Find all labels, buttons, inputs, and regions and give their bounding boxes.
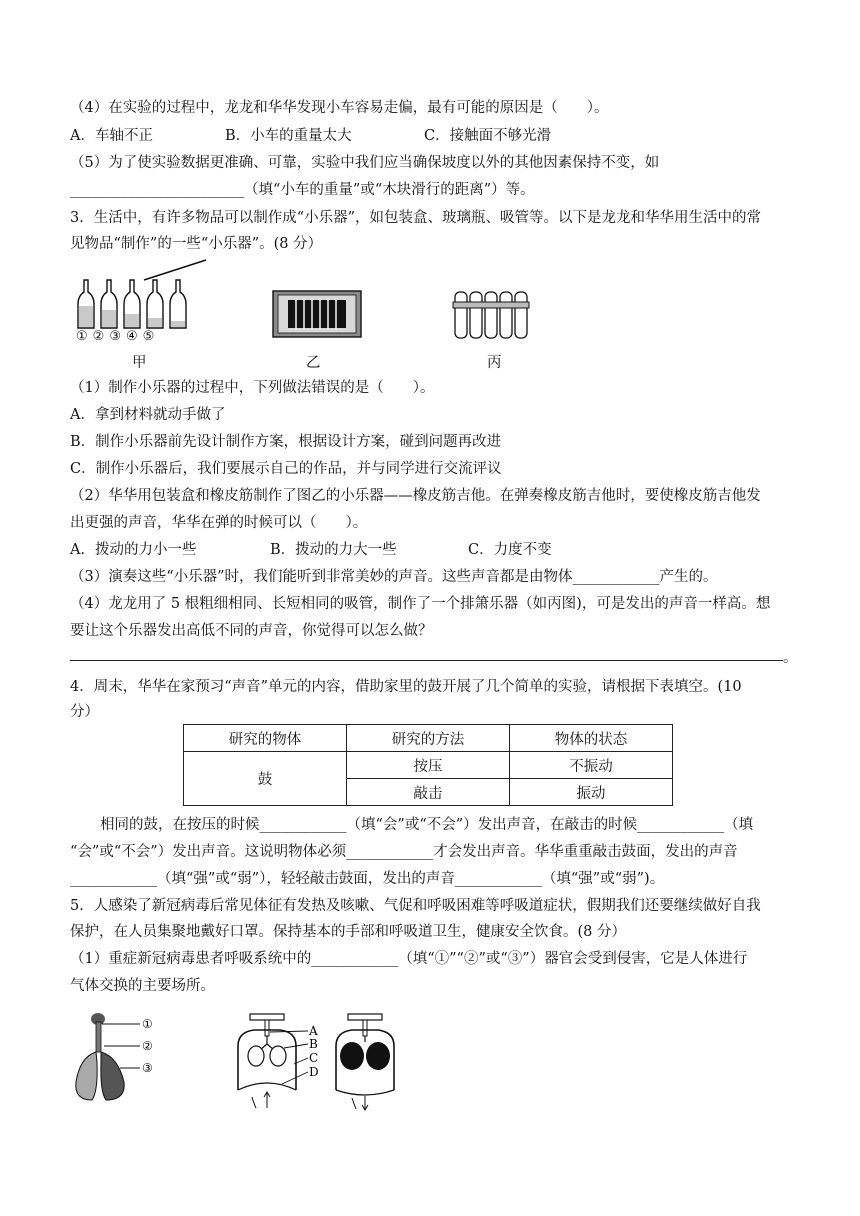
figure-bell-jar-model-exhale: [330, 1012, 410, 1112]
q3-stem-line1: 3．生活中，有许多物品可以制作成“小乐器”，如包装盒、玻璃瓶、吸管等。以下是龙龙和华华用生活中的常: [70, 210, 762, 226]
q5-part1-line1: （1）重症新冠病毒患者呼吸系统中的____________（填“①”“②”或“③”）器官会受到侵害，它是人体进行: [70, 951, 748, 967]
q5-stem-line1: 5．人感染了新冠病毒后常见体征有发热及咳嗽、气促和呼吸困难等呼吸道症状，假期我们还要继续做好自我: [70, 898, 761, 914]
q2-part4-option-b: B．小车的重量太大: [225, 128, 352, 144]
bottle-number-3: ③: [109, 329, 126, 344]
q2-part5-line2: ________________________（填“小车的重量”或“木块滑行的距离”）等。: [70, 182, 535, 198]
figure-label-jia: 甲: [132, 355, 147, 371]
q4-fill-line3: ____________（填“强”或“弱”），轻轻敲击鼓面，发出的声音____________（填“强”或“弱”)。: [70, 871, 665, 887]
bottle-number-4: ④: [125, 329, 143, 344]
table-header-method: 研究的方法: [347, 725, 510, 752]
q3-part4-line1: （4）龙龙用了 5 根粗细相同、长短相同的吸管，制作了一个排箫乐器（如丙图)，可是发出的声音一样高。想: [70, 596, 771, 612]
q3-part1-text: （1）制作小乐器的过程中，下列做法错误的是（ ）。: [70, 380, 435, 396]
figure-label-yi: 乙: [306, 355, 321, 371]
lung-label-1: ①: [142, 1017, 153, 1031]
bottle-number-5: ⑤: [142, 329, 160, 344]
table-header-row: [184, 725, 673, 752]
model-label-b: B: [309, 1037, 318, 1051]
q3-part2-option-c: C．力度不变: [468, 542, 552, 558]
q2-part4-text: （4）在实验的过程中，龙龙和华华发现小车容易走偏，最有可能的原因是（ ）。: [70, 100, 609, 116]
q2-part5-line1: （5）为了使实验数据更准确、可靠，实验中我们应当确保坡度以外的其他因素保持不变，如: [70, 155, 660, 171]
figure-straw-pan-flute: [453, 290, 531, 340]
q2-part4-option-c: C．接触面不够光滑: [424, 128, 552, 144]
table-cell-method: 按压: [347, 752, 510, 779]
table-cell-state: 振动: [510, 779, 673, 806]
q3-part1-option-b: B．制作小乐器前先设计制作方案，根据设计方案，碰到问题再改进: [70, 434, 502, 450]
q3-part2-line1: （2）华华用包装盒和橡皮筋制作了图乙的小乐器——橡皮筋吉他。在弹奏橡皮筋吉他时，要使橡皮筋吉他发: [70, 488, 761, 504]
q4-stem-line2: 分）: [70, 704, 99, 720]
q2-part4-option-a: A．车轴不正: [70, 128, 153, 144]
q3-part4-line2: 要让这个乐器发出高低不同的声音，你觉得可以怎么做？: [70, 623, 433, 639]
q5-stem-line2: 保护，在人员集聚地戴好口罩。保持基本的手部和呼吸道卫生，健康安全饮食。(8 分）: [70, 924, 626, 940]
model-label-c: C: [309, 1051, 319, 1065]
q3-part3-text: （3）演奏这些“小乐器”时，我们能听到非常美妙的声音。这些声音都是由物体____________产生的。: [70, 569, 718, 585]
model-label-d: D: [309, 1065, 319, 1079]
q4-fill-line2: “会”或“不会”）发出声音。这说明物体必须____________才会发出声音。华华重重敲击鼓面，发出的声音: [70, 844, 738, 860]
q4-stem-line1: 4．周末，华华在家预习“声音”单元的内容，借助家里的鼓开展了几个简单的实验，请根据下表填空。(10: [70, 679, 742, 695]
q3-part2-option-a: A．拨动的力小一些: [70, 542, 197, 558]
q3-stem-line2: 见物品“制作”的一些“小乐器”。(8 分）: [70, 236, 323, 252]
answer-blank-line: [70, 660, 783, 661]
q3-part1-option-a: A．拿到材料就动手做了: [70, 407, 226, 423]
q3-part1-option-c: C．制作小乐器后，我们要展示自己的作品，并与同学进行交流评议: [70, 461, 502, 477]
table-cell-method: 敲击: [347, 779, 510, 806]
answer-line-period: 。: [783, 650, 798, 666]
bottle-number-labels: [76, 327, 159, 347]
q3-part2-line2: 出更强的声音，华华在弹的时候可以（ ）。: [70, 515, 368, 531]
bottle-number-2: ②: [92, 329, 110, 344]
drum-experiment-table: [183, 724, 673, 806]
table-header-object: 研究的物体: [184, 725, 347, 752]
table-cell-object: 鼓: [184, 752, 347, 806]
model-label-a: A: [309, 1024, 318, 1038]
q3-part2-option-b: B．拨动的力大一些: [270, 542, 397, 558]
table-header-state: 物体的状态: [510, 725, 673, 752]
table-cell-state: 不振动: [510, 752, 673, 779]
figure-label-bing: 丙: [487, 355, 502, 371]
figure-respiratory-system: [72, 1012, 212, 1107]
figure-bell-jar-model-inhale: [232, 1012, 322, 1112]
q5-part1-line2: 气体交换的主要场所。: [70, 978, 215, 994]
figure-rubber-band-guitar: [272, 290, 362, 338]
table-row: [184, 752, 673, 779]
lung-label-2: ②: [142, 1039, 153, 1053]
bottle-number-1: ①: [76, 329, 93, 344]
q4-fill-line1: 相同的鼓，在按压的时候____________（填“会”或“不会”）发出声音，在敲击的时候____________（填: [100, 817, 754, 833]
lung-label-3: ③: [142, 1061, 153, 1075]
